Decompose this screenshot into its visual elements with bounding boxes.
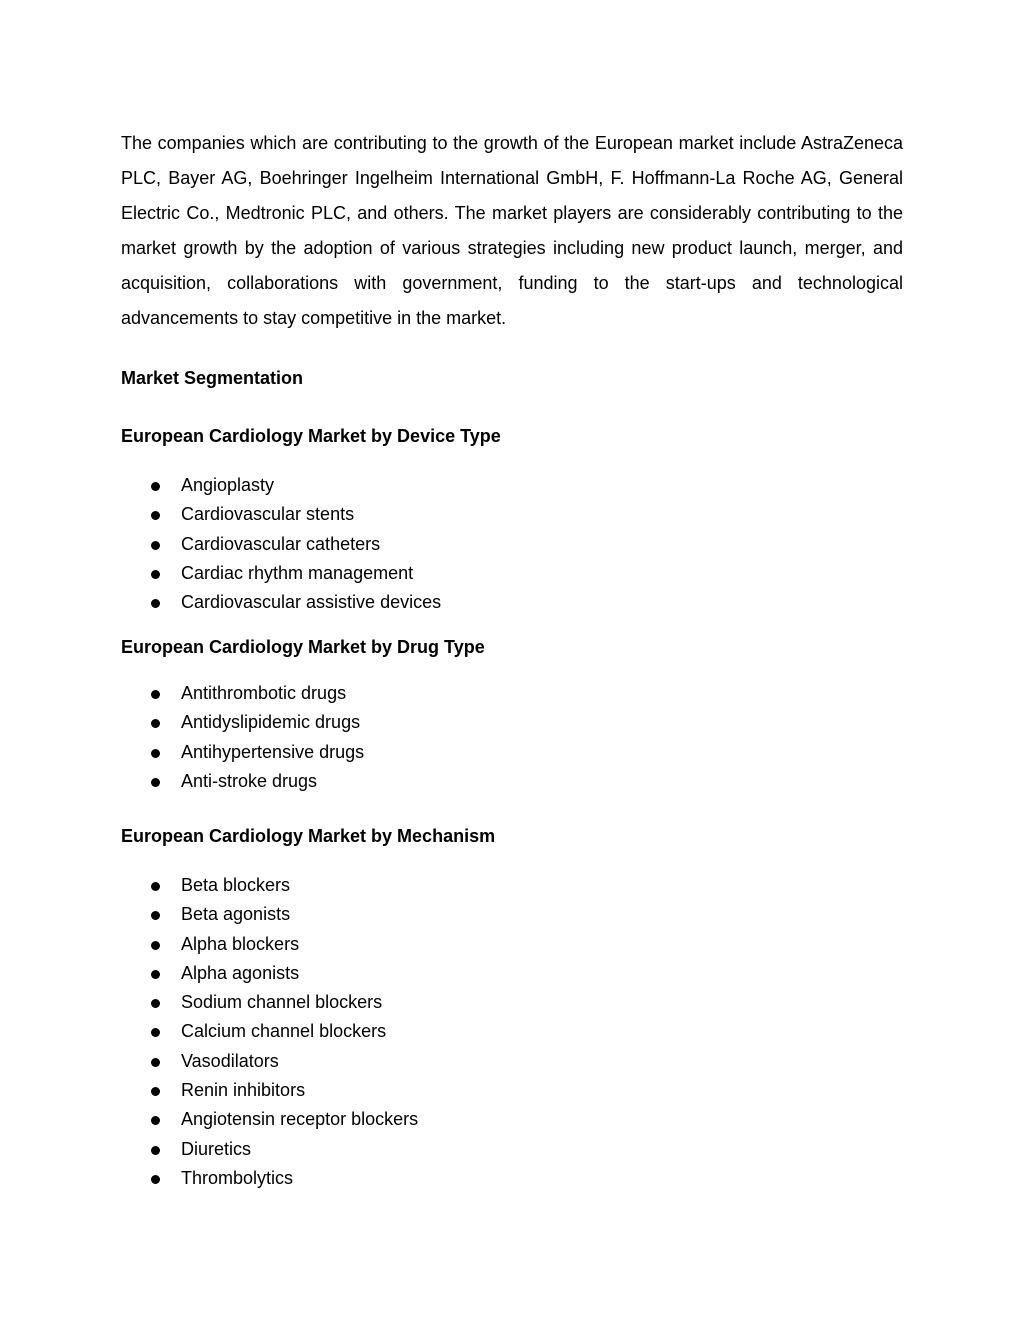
bullet-icon <box>151 911 160 920</box>
bullet-icon <box>151 999 160 1008</box>
bullet-icon <box>151 882 160 891</box>
bullet-icon <box>151 541 160 550</box>
bullet-icon <box>151 1175 160 1184</box>
list-item: Angioplasty <box>121 471 721 500</box>
bullet-icon <box>151 599 160 608</box>
list-item: Antihypertensive drugs <box>121 738 721 767</box>
bullet-icon <box>151 941 160 950</box>
list-item: Alpha blockers <box>121 930 721 959</box>
bullet-icon <box>151 1058 160 1067</box>
device-type-list <box>121 471 721 617</box>
list-item: Antidyslipidemic drugs <box>121 708 721 737</box>
drug-type-list <box>121 679 721 796</box>
list-item: Cardiovascular assistive devices <box>121 588 721 617</box>
mechanism-heading: European Cardiology Market by Mechanism <box>121 826 496 846</box>
list-item: Cardiovascular catheters <box>121 530 721 559</box>
bullet-icon <box>151 1087 160 1096</box>
intro-paragraph: The companies which are contributing to the growth of the European market include AstraZeneca PLC, Bayer AG, Boehringer Ingelheim International GmbH, F. Hoffmann-La Roche AG, General Electric Co., Medtronic PLC, and others. The market players are considerably contributing to the market growth by the adoption of various strategies including new product launch, merger, and acquisition, collaborations with government, funding to the start-ups and technological advancements to stay competitive in the market. <box>121 133 903 328</box>
list-item: Cardiac rhythm management <box>121 559 721 588</box>
list-item: Thrombolytics <box>121 1164 721 1193</box>
bullet-icon <box>151 1028 160 1037</box>
bullet-icon <box>151 1116 160 1125</box>
list-item: Diuretics <box>121 1135 721 1164</box>
list-item: Beta agonists <box>121 900 721 929</box>
bullet-icon <box>151 1146 160 1155</box>
list-item: Renin inhibitors <box>121 1076 721 1105</box>
list-item: Calcium channel blockers <box>121 1017 721 1046</box>
drug-type-heading: European Cardiology Market by Drug Type <box>121 637 485 657</box>
list-item: Angiotensin receptor blockers <box>121 1105 721 1134</box>
market-segmentation-heading: Market Segmentation <box>121 368 304 388</box>
bullet-icon <box>151 482 160 491</box>
bullet-icon <box>151 570 160 579</box>
list-item: Vasodilators <box>121 1047 721 1076</box>
list-item: Beta blockers <box>121 871 721 900</box>
bullet-icon <box>151 511 160 520</box>
bullet-icon <box>151 970 160 979</box>
bullet-icon <box>151 778 160 787</box>
list-item: Cardiovascular stents <box>121 500 721 529</box>
mechanism-list <box>121 871 721 1193</box>
list-item: Anti-stroke drugs <box>121 767 721 796</box>
list-item: Sodium channel blockers <box>121 988 721 1017</box>
list-item: Alpha agonists <box>121 959 721 988</box>
bullet-icon <box>151 690 160 699</box>
bullet-icon <box>151 719 160 728</box>
list-item: Antithrombotic drugs <box>121 679 721 708</box>
bullet-icon <box>151 749 160 758</box>
device-type-heading: European Cardiology Market by Device Type <box>121 426 501 446</box>
